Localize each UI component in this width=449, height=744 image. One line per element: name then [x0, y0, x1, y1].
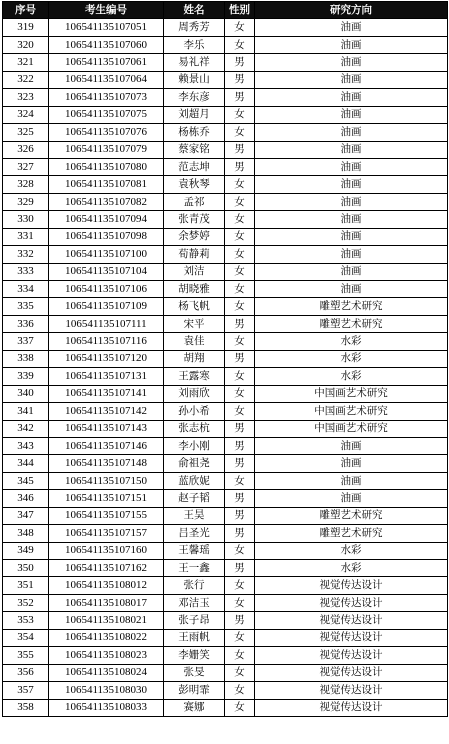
candidate-id-cell: 106541135108024 — [49, 664, 164, 681]
name-cell: 邓洁玉 — [164, 594, 225, 611]
table-row — [3, 298, 448, 315]
name-cell: 胡翔 — [164, 350, 225, 367]
serial-number-cell: 349 — [3, 542, 49, 559]
candidate-id-cell: 106541135107094 — [49, 211, 164, 228]
name-cell: 王露寒 — [164, 368, 225, 385]
gender-cell: 女 — [225, 106, 255, 123]
serial-number-cell: 321 — [3, 54, 49, 71]
name-cell: 张青茂 — [164, 211, 225, 228]
research-direction-cell: 水彩 — [255, 542, 448, 559]
candidate-id-cell: 106541135108017 — [49, 594, 164, 611]
gender-cell: 男 — [225, 350, 255, 367]
research-direction-cell: 油画 — [255, 211, 448, 228]
serial-number-cell: 319 — [3, 19, 49, 36]
table-row — [3, 525, 448, 542]
serial-number-cell: 355 — [3, 647, 49, 664]
candidate-id-cell: 106541135107106 — [49, 281, 164, 298]
candidate-id-cell: 106541135107073 — [49, 89, 164, 106]
serial-number-cell: 327 — [3, 158, 49, 175]
name-cell: 王雨帆 — [164, 629, 225, 646]
table-row — [3, 647, 448, 664]
gender-cell: 女 — [225, 19, 255, 36]
gender-cell: 女 — [225, 664, 255, 681]
name-cell: 王馨瑶 — [164, 542, 225, 559]
table-row — [3, 228, 448, 245]
serial-number-cell: 332 — [3, 246, 49, 263]
candidate-id-cell: 106541135107080 — [49, 158, 164, 175]
candidate-id-cell: 106541135108023 — [49, 647, 164, 664]
candidate-id-cell: 106541135107082 — [49, 193, 164, 210]
serial-number-cell: 335 — [3, 298, 49, 315]
serial-number-cell: 357 — [3, 682, 49, 699]
research-direction-cell: 水彩 — [255, 560, 448, 577]
serial-number-cell: 324 — [3, 106, 49, 123]
research-direction-cell: 油画 — [255, 263, 448, 280]
serial-number-cell: 351 — [3, 577, 49, 594]
serial-number-cell: 348 — [3, 525, 49, 542]
research-direction-cell: 油画 — [255, 19, 448, 36]
name-cell: 荀静莉 — [164, 246, 225, 263]
gender-cell: 男 — [225, 71, 255, 88]
header-name: 姓名 — [164, 2, 225, 19]
gender-cell: 女 — [225, 403, 255, 420]
research-direction-cell: 视觉传达设计 — [255, 612, 448, 629]
candidate-id-cell: 106541135108030 — [49, 682, 164, 699]
serial-number-cell: 337 — [3, 333, 49, 350]
table-row — [3, 472, 448, 489]
table-row — [3, 682, 448, 699]
name-cell: 蓝欣妮 — [164, 472, 225, 489]
serial-number-cell: 345 — [3, 472, 49, 489]
table-row — [3, 263, 448, 280]
serial-number-cell: 347 — [3, 507, 49, 524]
gender-cell: 女 — [225, 228, 255, 245]
table-body — [3, 19, 448, 717]
table-row — [3, 211, 448, 228]
table-row — [3, 507, 448, 524]
research-direction-cell: 视觉传达设计 — [255, 664, 448, 681]
serial-number-cell: 352 — [3, 594, 49, 611]
research-direction-cell: 油画 — [255, 490, 448, 507]
name-cell: 赛娜 — [164, 699, 225, 716]
serial-number-cell: 342 — [3, 420, 49, 437]
name-cell: 俞祖尧 — [164, 455, 225, 472]
research-direction-cell: 水彩 — [255, 333, 448, 350]
table-row — [3, 333, 448, 350]
research-direction-cell: 油画 — [255, 158, 448, 175]
research-direction-cell: 视觉传达设计 — [255, 629, 448, 646]
research-direction-cell: 视觉传达设计 — [255, 699, 448, 716]
name-cell: 刘超月 — [164, 106, 225, 123]
gender-cell: 女 — [225, 682, 255, 699]
gender-cell: 女 — [225, 594, 255, 611]
name-cell: 易礼祥 — [164, 54, 225, 71]
research-direction-cell: 油画 — [255, 124, 448, 141]
research-direction-cell: 雕塑艺术研究 — [255, 298, 448, 315]
research-direction-cell: 视觉传达设计 — [255, 577, 448, 594]
table-row — [3, 36, 448, 53]
gender-cell: 女 — [225, 577, 255, 594]
gender-cell: 男 — [225, 141, 255, 158]
candidate-id-cell: 106541135108022 — [49, 629, 164, 646]
gender-cell: 男 — [225, 420, 255, 437]
table-row — [3, 246, 448, 263]
research-direction-cell: 油画 — [255, 36, 448, 53]
table-row — [3, 542, 448, 559]
serial-number-cell: 329 — [3, 193, 49, 210]
table-header — [3, 2, 448, 19]
serial-number-cell: 322 — [3, 71, 49, 88]
table-row — [3, 141, 448, 158]
table-row — [3, 629, 448, 646]
table-row — [3, 420, 448, 437]
gender-cell: 男 — [225, 315, 255, 332]
gender-cell: 女 — [225, 176, 255, 193]
table-row — [3, 315, 448, 332]
gender-cell: 女 — [225, 246, 255, 263]
name-cell: 孙小希 — [164, 403, 225, 420]
table-row — [3, 368, 448, 385]
serial-number-cell: 358 — [3, 699, 49, 716]
name-cell: 李小刚 — [164, 437, 225, 454]
candidate-id-cell: 106541135107064 — [49, 71, 164, 88]
table-row — [3, 577, 448, 594]
gender-cell: 女 — [225, 36, 255, 53]
gender-cell: 女 — [225, 298, 255, 315]
gender-cell: 男 — [225, 54, 255, 71]
table-row — [3, 490, 448, 507]
table-row — [3, 594, 448, 611]
gender-cell: 女 — [225, 699, 255, 716]
table-row — [3, 193, 448, 210]
name-cell: 吕圣光 — [164, 525, 225, 542]
candidate-id-cell: 106541135107146 — [49, 437, 164, 454]
candidate-id-cell: 106541135107109 — [49, 298, 164, 315]
serial-number-cell: 333 — [3, 263, 49, 280]
gender-cell: 女 — [225, 124, 255, 141]
table-row — [3, 19, 448, 36]
research-direction-cell: 雕塑艺术研究 — [255, 315, 448, 332]
gender-cell: 女 — [225, 385, 255, 402]
gender-cell: 女 — [225, 263, 255, 280]
candidate-id-cell: 106541135107100 — [49, 246, 164, 263]
research-direction-cell: 油画 — [255, 246, 448, 263]
gender-cell: 女 — [225, 368, 255, 385]
name-cell: 张子昂 — [164, 612, 225, 629]
name-cell: 张志杭 — [164, 420, 225, 437]
research-direction-cell: 视觉传达设计 — [255, 682, 448, 699]
table-row — [3, 176, 448, 193]
gender-cell: 男 — [225, 507, 255, 524]
name-cell: 王一鑫 — [164, 560, 225, 577]
research-direction-cell: 油画 — [255, 228, 448, 245]
research-direction-cell: 中国画艺术研究 — [255, 420, 448, 437]
name-cell: 李姗笑 — [164, 647, 225, 664]
gender-cell: 男 — [225, 490, 255, 507]
table-row — [3, 281, 448, 298]
admission-list — [2, 1, 447, 717]
name-cell: 周秀芳 — [164, 19, 225, 36]
table-row — [3, 437, 448, 454]
research-direction-cell: 油画 — [255, 455, 448, 472]
table-row — [3, 54, 448, 71]
research-direction-cell: 油画 — [255, 89, 448, 106]
gender-cell: 男 — [225, 158, 255, 175]
candidate-id-cell: 106541135107116 — [49, 333, 164, 350]
candidate-id-cell: 106541135107150 — [49, 472, 164, 489]
candidate-id-cell: 106541135107120 — [49, 350, 164, 367]
serial-number-cell: 339 — [3, 368, 49, 385]
candidate-id-cell: 106541135107155 — [49, 507, 164, 524]
serial-number-cell: 341 — [3, 403, 49, 420]
research-direction-cell: 视觉传达设计 — [255, 594, 448, 611]
serial-number-cell: 340 — [3, 385, 49, 402]
candidate-id-cell: 106541135107111 — [49, 315, 164, 332]
name-cell: 杨栋乔 — [164, 124, 225, 141]
serial-number-cell: 346 — [3, 490, 49, 507]
gender-cell: 男 — [225, 525, 255, 542]
candidate-id-cell: 106541135107157 — [49, 525, 164, 542]
research-direction-cell: 中国画艺术研究 — [255, 385, 448, 402]
candidate-table — [2, 1, 448, 717]
gender-cell: 女 — [225, 647, 255, 664]
candidate-id-cell: 106541135107104 — [49, 263, 164, 280]
name-cell: 宋平 — [164, 315, 225, 332]
name-cell: 余梦婷 — [164, 228, 225, 245]
candidate-id-cell: 106541135107061 — [49, 54, 164, 71]
research-direction-cell: 雕塑艺术研究 — [255, 525, 448, 542]
candidate-id-cell: 106541135107075 — [49, 106, 164, 123]
name-cell: 张行 — [164, 577, 225, 594]
table-row — [3, 403, 448, 420]
table-row — [3, 106, 448, 123]
serial-number-cell: 320 — [3, 36, 49, 53]
name-cell: 王昊 — [164, 507, 225, 524]
table-row — [3, 385, 448, 402]
table-row — [3, 89, 448, 106]
gender-cell: 男 — [225, 612, 255, 629]
table-row — [3, 560, 448, 577]
serial-number-cell: 323 — [3, 89, 49, 106]
table-row — [3, 158, 448, 175]
gender-cell: 女 — [225, 211, 255, 228]
candidate-id-cell: 106541135107151 — [49, 490, 164, 507]
table-row — [3, 350, 448, 367]
candidate-id-cell: 106541135108012 — [49, 577, 164, 594]
serial-number-cell: 338 — [3, 350, 49, 367]
research-direction-cell: 油画 — [255, 71, 448, 88]
research-direction-cell: 油画 — [255, 193, 448, 210]
candidate-id-cell: 106541135107160 — [49, 542, 164, 559]
candidate-id-cell: 106541135107143 — [49, 420, 164, 437]
name-cell: 李东彦 — [164, 89, 225, 106]
gender-cell: 男 — [225, 560, 255, 577]
table-row — [3, 455, 448, 472]
candidate-id-cell: 106541135107060 — [49, 36, 164, 53]
serial-number-cell: 354 — [3, 629, 49, 646]
name-cell: 刘洁 — [164, 263, 225, 280]
research-direction-cell: 油画 — [255, 106, 448, 123]
name-cell: 蔡家铭 — [164, 141, 225, 158]
candidate-id-cell: 106541135107051 — [49, 19, 164, 36]
serial-number-cell: 326 — [3, 141, 49, 158]
header-research-direction: 研究方向 — [255, 2, 448, 19]
gender-cell: 女 — [225, 472, 255, 489]
candidate-id-cell: 106541135108033 — [49, 699, 164, 716]
name-cell: 袁佳 — [164, 333, 225, 350]
name-cell: 孟祁 — [164, 193, 225, 210]
research-direction-cell: 油画 — [255, 176, 448, 193]
name-cell: 赵子韬 — [164, 490, 225, 507]
serial-number-cell: 344 — [3, 455, 49, 472]
gender-cell: 女 — [225, 333, 255, 350]
candidate-id-cell: 106541135107076 — [49, 124, 164, 141]
candidate-id-cell: 106541135107098 — [49, 228, 164, 245]
research-direction-cell: 中国画艺术研究 — [255, 403, 448, 420]
candidate-id-cell: 106541135107162 — [49, 560, 164, 577]
candidate-id-cell: 106541135107141 — [49, 385, 164, 402]
research-direction-cell: 油画 — [255, 281, 448, 298]
research-direction-cell: 油画 — [255, 472, 448, 489]
name-cell: 袁秋琴 — [164, 176, 225, 193]
table-row — [3, 612, 448, 629]
header-gender: 性别 — [225, 2, 255, 19]
gender-cell: 男 — [225, 89, 255, 106]
serial-number-cell: 328 — [3, 176, 49, 193]
header-row — [3, 2, 448, 19]
research-direction-cell: 油画 — [255, 437, 448, 454]
research-direction-cell: 油画 — [255, 141, 448, 158]
table-row — [3, 71, 448, 88]
serial-number-cell: 336 — [3, 315, 49, 332]
research-direction-cell: 雕塑艺术研究 — [255, 507, 448, 524]
header-serial-number: 序号 — [3, 2, 49, 19]
candidate-id-cell: 106541135107142 — [49, 403, 164, 420]
gender-cell: 女 — [225, 629, 255, 646]
name-cell: 张旻 — [164, 664, 225, 681]
name-cell: 彭明霏 — [164, 682, 225, 699]
serial-number-cell: 331 — [3, 228, 49, 245]
name-cell: 胡晓雅 — [164, 281, 225, 298]
table-row — [3, 124, 448, 141]
research-direction-cell: 视觉传达设计 — [255, 647, 448, 664]
research-direction-cell: 油画 — [255, 54, 448, 71]
serial-number-cell: 325 — [3, 124, 49, 141]
name-cell: 李乐 — [164, 36, 225, 53]
candidate-id-cell: 106541135107148 — [49, 455, 164, 472]
candidate-id-cell: 106541135107131 — [49, 368, 164, 385]
research-direction-cell: 水彩 — [255, 368, 448, 385]
serial-number-cell: 334 — [3, 281, 49, 298]
serial-number-cell: 350 — [3, 560, 49, 577]
gender-cell: 女 — [225, 193, 255, 210]
serial-number-cell: 356 — [3, 664, 49, 681]
research-direction-cell: 水彩 — [255, 350, 448, 367]
name-cell: 杨飞帆 — [164, 298, 225, 315]
gender-cell: 男 — [225, 455, 255, 472]
name-cell: 赖景山 — [164, 71, 225, 88]
candidate-id-cell: 106541135107081 — [49, 176, 164, 193]
serial-number-cell: 330 — [3, 211, 49, 228]
table-row — [3, 699, 448, 716]
gender-cell: 女 — [225, 281, 255, 298]
gender-cell: 女 — [225, 542, 255, 559]
serial-number-cell: 343 — [3, 437, 49, 454]
serial-number-cell: 353 — [3, 612, 49, 629]
name-cell: 范志坤 — [164, 158, 225, 175]
candidate-id-cell: 106541135107079 — [49, 141, 164, 158]
gender-cell: 男 — [225, 437, 255, 454]
table-row — [3, 664, 448, 681]
candidate-id-cell: 106541135108021 — [49, 612, 164, 629]
header-candidate-id: 考生编号 — [49, 2, 164, 19]
name-cell: 刘雨欣 — [164, 385, 225, 402]
